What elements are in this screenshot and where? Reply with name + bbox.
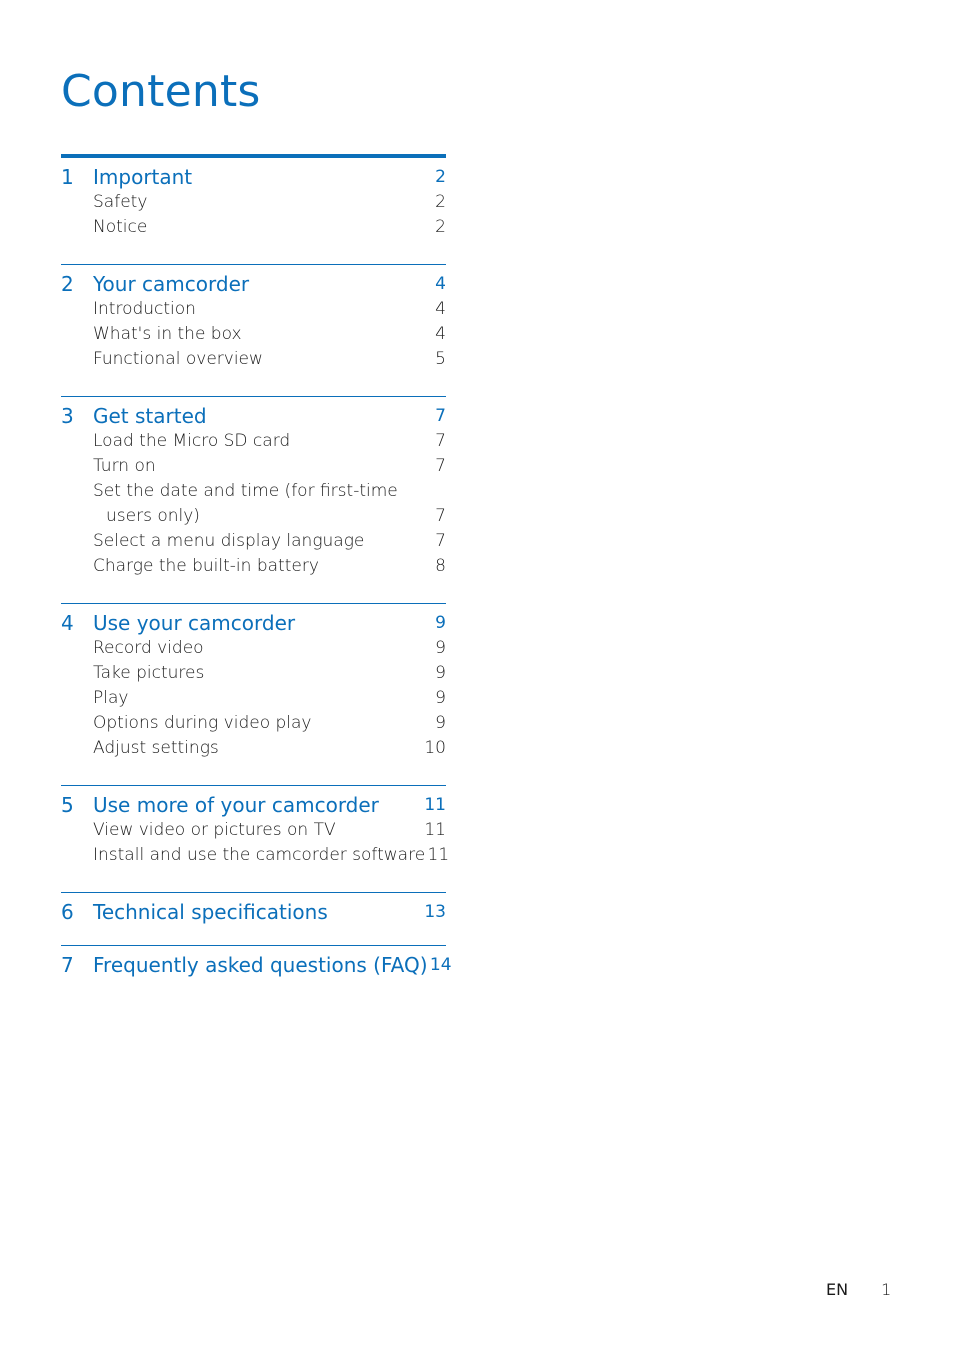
chapter-page: 13 bbox=[424, 902, 446, 922]
entry-label: Notice bbox=[93, 217, 148, 237]
toc-entry[interactable] bbox=[61, 215, 446, 240]
entry-label: Play bbox=[93, 688, 129, 708]
chapter-page: 14 bbox=[429, 955, 452, 975]
chapter-number: 4 bbox=[61, 611, 74, 635]
toc-section-3 bbox=[61, 396, 446, 603]
chapter-number: 7 bbox=[61, 953, 74, 977]
entry-page: 9 bbox=[435, 663, 446, 683]
toc-section-2 bbox=[61, 264, 446, 396]
entry-label: Safety bbox=[93, 192, 148, 212]
toc-entry[interactable] bbox=[61, 429, 446, 454]
toc-section-7 bbox=[61, 945, 452, 998]
entry-label: Select a menu display language bbox=[93, 531, 365, 551]
toc-entry[interactable] bbox=[61, 297, 446, 322]
toc-entry[interactable] bbox=[61, 686, 446, 711]
entry-label: Set the date and time (for first-time bbox=[93, 481, 398, 501]
toc-chapter-link-4[interactable] bbox=[61, 611, 446, 636]
table-of-contents bbox=[61, 154, 452, 998]
toc-entry[interactable] bbox=[61, 661, 446, 686]
page-title: Contents bbox=[61, 66, 261, 117]
footer-language: EN bbox=[826, 1280, 849, 1299]
chapter-title: Use your camcorder bbox=[93, 611, 296, 635]
toc-section-1 bbox=[61, 154, 446, 264]
toc-entry[interactable] bbox=[61, 711, 446, 736]
entry-page: 7 bbox=[435, 506, 446, 526]
toc-entry[interactable] bbox=[61, 529, 446, 554]
toc-entry[interactable] bbox=[61, 554, 446, 579]
toc-entry[interactable] bbox=[61, 190, 446, 215]
entry-page: 5 bbox=[435, 349, 446, 369]
chapter-page: 4 bbox=[435, 274, 446, 294]
entry-label: View video or pictures on TV bbox=[93, 820, 336, 840]
toc-section-4 bbox=[61, 603, 446, 785]
toc-entry[interactable] bbox=[61, 322, 446, 347]
entry-label: Charge the built-in battery bbox=[93, 556, 319, 576]
page-footer bbox=[826, 1279, 891, 1301]
chapter-title: Get started bbox=[93, 404, 207, 428]
chapter-number: 6 bbox=[61, 900, 74, 924]
chapter-page: 11 bbox=[424, 795, 446, 815]
entry-page: 9 bbox=[435, 713, 446, 733]
toc-entry[interactable] bbox=[61, 843, 450, 868]
entry-page: 9 bbox=[435, 638, 446, 658]
toc-chapter-link-7[interactable] bbox=[61, 953, 452, 978]
entry-label: Options during video play bbox=[93, 713, 312, 733]
entry-page: 9 bbox=[435, 688, 446, 708]
entry-label: Install and use the camcorder software bbox=[93, 845, 426, 865]
entry-label: Take pictures bbox=[93, 663, 205, 683]
entry-page: 4 bbox=[435, 324, 446, 344]
entry-page: 7 bbox=[435, 456, 446, 476]
entry-page: 2 bbox=[435, 217, 446, 237]
entry-label: Introduction bbox=[93, 299, 196, 319]
chapter-title: Important bbox=[93, 165, 193, 189]
entry-page: 7 bbox=[435, 431, 446, 451]
toc-entry[interactable] bbox=[61, 636, 446, 661]
chapter-title: Use more of your camcorder bbox=[93, 793, 379, 817]
chapter-number: 3 bbox=[61, 404, 74, 428]
toc-chapter-link-2[interactable] bbox=[61, 272, 446, 297]
chapter-number: 1 bbox=[61, 165, 74, 189]
entry-page: 2 bbox=[435, 192, 446, 212]
chapter-page: 2 bbox=[435, 167, 446, 187]
toc-chapter-link-6[interactable] bbox=[61, 900, 446, 925]
toc-chapter-link-5[interactable] bbox=[61, 793, 446, 818]
entry-label: Load the Micro SD card bbox=[93, 431, 291, 451]
entry-label-wrapped bbox=[93, 479, 422, 529]
entry-label: Functional overview bbox=[93, 349, 263, 369]
toc-entry[interactable] bbox=[61, 347, 446, 372]
entry-label: What's in the box bbox=[93, 324, 242, 344]
toc-chapter-link-1[interactable] bbox=[61, 165, 446, 190]
toc-section-6 bbox=[61, 892, 446, 945]
toc-entry[interactable] bbox=[61, 818, 446, 843]
entry-page: 10 bbox=[424, 738, 446, 758]
chapter-title: Technical specifications bbox=[93, 900, 328, 924]
chapter-page: 7 bbox=[435, 406, 446, 426]
entry-page: 4 bbox=[435, 299, 446, 319]
entry-label-continuation: users only) bbox=[106, 506, 200, 526]
chapter-title: Your camcorder bbox=[93, 272, 250, 296]
toc-entry[interactable] bbox=[61, 479, 446, 529]
entry-label: Adjust settings bbox=[93, 738, 219, 758]
entry-page: 11 bbox=[424, 820, 446, 840]
chapter-title: Frequently asked questions (FAQ) bbox=[93, 953, 428, 977]
chapter-number: 2 bbox=[61, 272, 74, 296]
toc-chapter-link-3[interactable] bbox=[61, 404, 446, 429]
entry-page: 7 bbox=[435, 531, 446, 551]
entry-page: 8 bbox=[435, 556, 446, 576]
toc-entry[interactable] bbox=[61, 736, 446, 761]
entry-label: Record video bbox=[93, 638, 204, 658]
chapter-page: 9 bbox=[435, 613, 446, 633]
entry-label: Turn on bbox=[93, 456, 156, 476]
toc-section-5 bbox=[61, 785, 450, 892]
footer-page-number: 1 bbox=[881, 1280, 892, 1299]
chapter-number: 5 bbox=[61, 793, 74, 817]
toc-entry[interactable] bbox=[61, 454, 446, 479]
entry-page: 11 bbox=[427, 845, 450, 865]
